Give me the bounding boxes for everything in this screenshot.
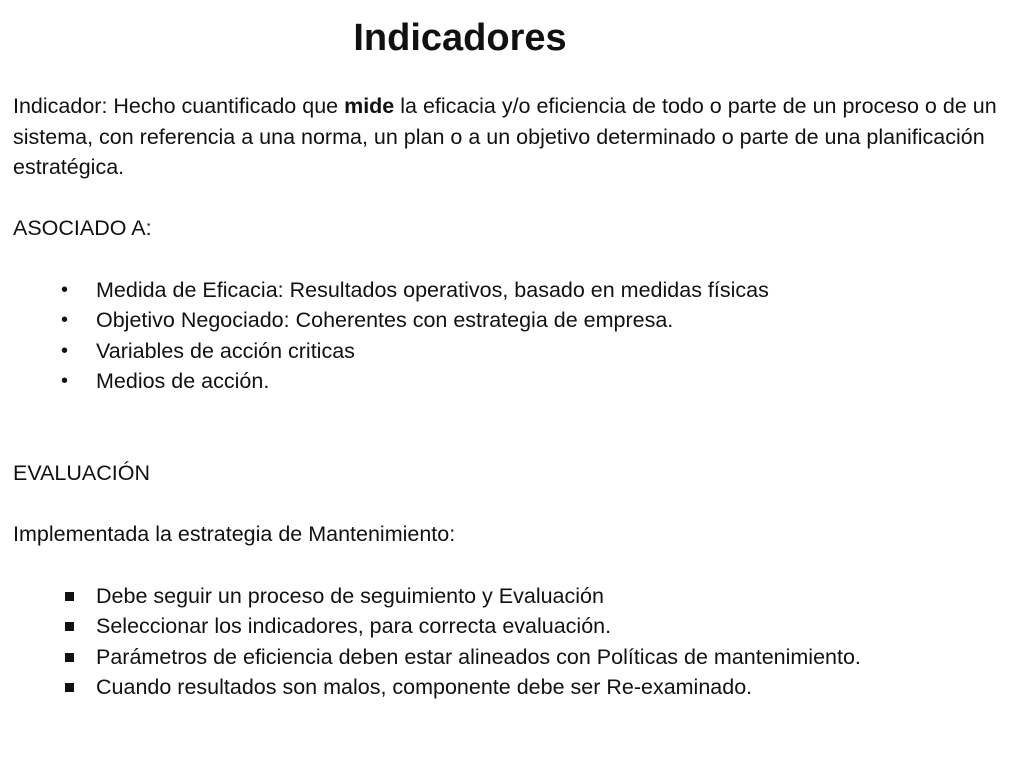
spacer (13, 244, 1013, 275)
evaluation-item-text: Debe seguir un proceso de seguimiento y Evaluación (96, 583, 604, 608)
evaluation-list (13, 581, 1013, 703)
associated-heading: ASOCIADO A: (13, 216, 152, 241)
square-bullet-icon (65, 653, 74, 662)
bullet-dot-icon: • (61, 278, 69, 301)
evaluation-list-item (13, 672, 1013, 703)
evaluation-list-item (13, 581, 1013, 612)
associated-list (13, 275, 1013, 397)
slide-body (13, 91, 1013, 703)
associated-list-item (13, 275, 1013, 306)
spacer (13, 183, 1013, 214)
evaluation-heading: EVALUACIÓN (13, 461, 150, 486)
associated-item-text: Medida de Eficacia: Resultados operativos, basado en medidas físicas (96, 277, 769, 302)
associated-list-item (13, 366, 1013, 397)
evaluation-item-text: Seleccionar los indicadores, para correcta evaluación. (96, 614, 612, 639)
definition-bold-word: mide (344, 94, 395, 118)
square-bullet-icon (65, 592, 74, 601)
evaluation-item-text: Cuando resultados son malos, componente debe ser Re-examinado. (96, 675, 753, 700)
square-bullet-icon (65, 622, 74, 631)
associated-list-item (13, 305, 1013, 336)
spacer (13, 489, 1013, 520)
square-bullet-icon (65, 683, 74, 692)
bullet-dot-icon: • (61, 339, 69, 362)
associated-list-item (13, 336, 1013, 367)
bullet-dot-icon: • (61, 370, 69, 393)
slide-title: Indicadores (353, 17, 567, 59)
definition-paragraph (13, 91, 1013, 183)
associated-item-text: Variables de acción criticas (96, 338, 355, 363)
bullet-dot-icon: • (61, 309, 69, 332)
definition-text-end: la eficacia y/o eficiencia de todo o parte de un proceso o de un sistema, con referencia a una norma, un plan o a un objetivo determinado o parte de una planificación estratégica. (13, 94, 997, 180)
associated-item-text: Objetivo Negociado: Coherentes con estrategia de empresa. (96, 308, 674, 333)
spacer (13, 397, 1013, 458)
evaluation-list-item (13, 642, 1013, 673)
definition-text-start: Indicador: Hecho cuantificado que (13, 94, 345, 118)
associated-item-text: Medios de acción. (96, 369, 270, 394)
spacer (13, 550, 1013, 581)
evaluation-intro: Implementada la estrategia de Mantenimiento: (13, 522, 456, 547)
evaluation-list-item (13, 611, 1013, 642)
evaluation-item-text: Parámetros de eficiencia deben estar alineados con Políticas de mantenimiento. (96, 644, 861, 669)
